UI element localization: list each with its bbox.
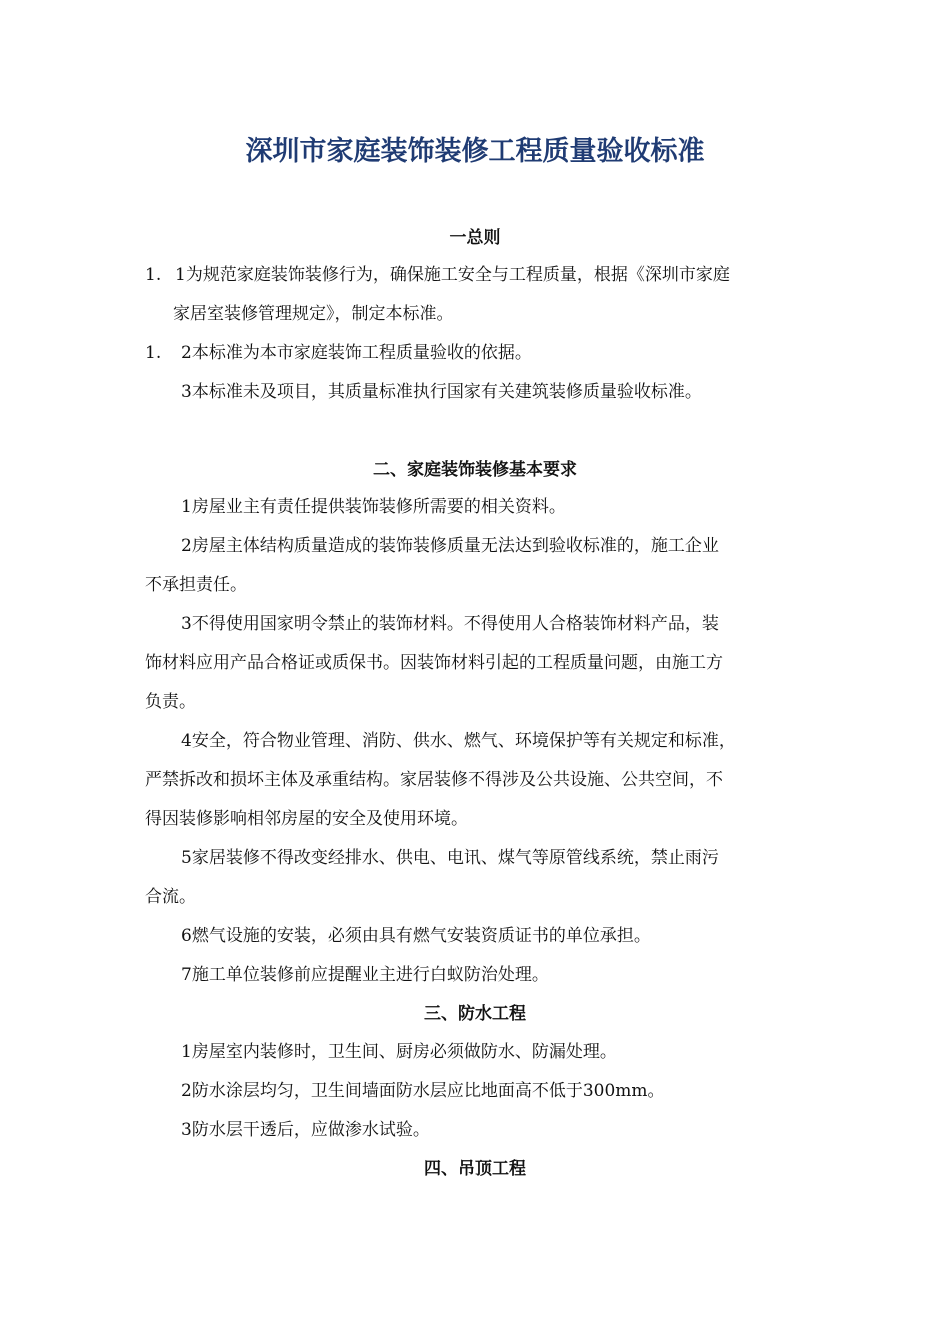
paragraph-waterproof-2: 2防水涂层均匀，卫生间墙面防水层应比地面高不低于300mm。 [181,1081,665,1101]
paragraph-basic-7: 7施工单位装修前应提醒业主进行白蚁防治处理。 [181,965,549,985]
paragraph-basic-5-cont: 合流。 [145,887,196,907]
section-heading-waterproof: 三、防水工程 [424,1004,526,1024]
paragraph-waterproof-1: 1房屋室内装修时，卫生间、厨房必须做防水、防漏处理。 [181,1042,617,1062]
paragraph-basic-1: 1房屋业主有责任提供装饰装修所需要的相关资料。 [181,497,566,517]
document-title: 深圳市家庭装饰装修工程质量验收标准 [245,136,705,167]
paragraph-basic-3: 3不得使用国家明令禁止的装饰材料。不得使用人合格装饰材料产品，装 [181,614,719,634]
section-heading-general: 一总则 [449,228,501,248]
paragraph-general-1-cont: 家居室装修管理规定》，制定本标准。 [173,304,454,324]
paragraph-general-3: 3本标准未及项目，其质量标准执行国家有关建筑装修质量验收标准。 [181,382,702,402]
paragraph-general-1: 1. 1为规范家庭装饰装修行为，确保施工安全与工程质量，根据《深圳市家庭 [145,256,810,295]
list-marker: 1. [145,343,162,363]
paragraph-basic-5: 5家居装修不得改变经排水、供电、电讯、煤气等原管线系统，禁止雨污 [181,848,719,868]
paragraph-basic-2-cont: 不承担责任。 [145,575,247,595]
paragraph-waterproof-3: 3防水层干透后，应做渗水试验。 [181,1120,430,1140]
list-marker: 1. [145,265,162,285]
paragraph-basic-3-cont2: 负责。 [145,692,196,712]
section-heading-ceiling: 四、吊顶工程 [424,1159,526,1179]
paragraph-general-2: 1. 2本标准为本市家庭装饰工程质量验收的依据。 [145,334,810,373]
paragraph-basic-4: 4安全，符合物业管理、消防、供水、燃气、环境保护等有关规定和标准， [181,731,736,751]
paragraph-basic-2: 2房屋主体结构质量造成的装饰装修质量无法达到验收标准的，施工企业 [181,536,719,556]
paragraph-basic-4-cont2: 得因装修影响相邻房屋的安全及使用环境。 [145,809,468,829]
paragraph-basic-6: 6燃气设施的安装，必须由具有燃气安装资质证书的单位承担。 [181,926,651,946]
paragraph-basic-4-cont1: 严禁拆改和损坏主体及承重结构。家居装修不得涉及公共设施、公共空间，不 [145,770,723,790]
section-heading-basic: 二、家庭装饰装修基本要求 [373,460,577,480]
paragraph-basic-3-cont1: 饰材料应用产品合格证或质保书。因装饰材料引起的工程质量问题，由施工方 [145,653,723,673]
